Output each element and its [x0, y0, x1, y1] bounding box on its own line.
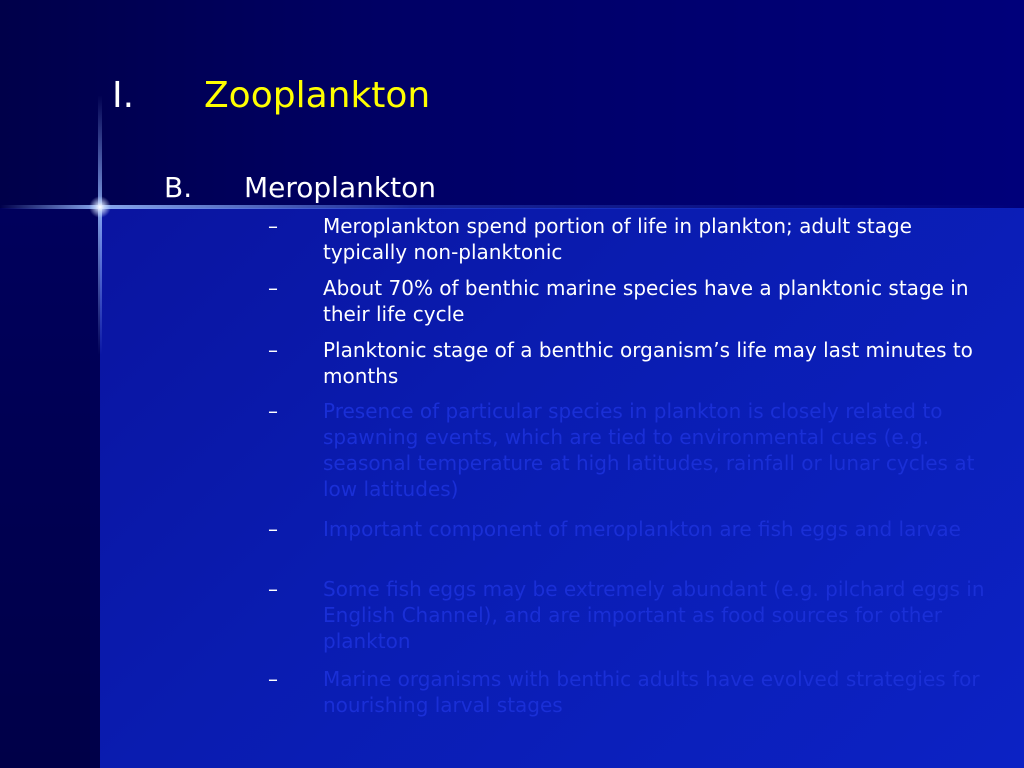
bullet-text: Planktonic stage of a benthic organism’s life may last minutes to months	[323, 338, 973, 388]
bullet-dash: –	[268, 667, 278, 691]
bullet-dash: –	[268, 517, 278, 541]
title-text: Zooplankton	[204, 75, 431, 116]
subheading-text: Meroplankton	[244, 171, 436, 204]
bullet-text-faded: Important component of meroplankton are fish eggs and larvae	[323, 517, 961, 541]
decorative-vertical-line	[98, 95, 102, 355]
bullet-dash: –	[268, 276, 278, 300]
bullet-dash: –	[268, 338, 278, 362]
bullet-text: About 70% of benthic marine species have a planktonic stage in their life cycle	[323, 276, 969, 326]
bullet-dash: –	[268, 214, 278, 238]
bullet-text-faded: Marine organisms with benthic adults have evolved strategies for nourishing larval stages	[323, 667, 980, 717]
bullet-dash: –	[268, 399, 278, 423]
background-left-strip	[0, 208, 100, 768]
decorative-horizontal-line	[0, 205, 1024, 209]
background-top-band	[0, 0, 1024, 208]
bullet-dash: –	[268, 577, 278, 601]
title-number: I.	[112, 75, 135, 116]
sparkle-icon	[89, 196, 111, 218]
subheading-number: B.	[164, 171, 193, 204]
bullet-text-faded: Some fish eggs may be extremely abundant (e.g. pilchard eggs in English Channel), and are important as food sources for other plankton	[323, 577, 985, 653]
bullet-text: Meroplankton spend portion of life in plankton; adult stage typically non-planktonic	[323, 214, 912, 264]
bullet-text-faded: Presence of particular species in plankton is closely related to spawning events, which are tied to environmental cues (e.g. seasonal temperature at high latitudes, rainfall or lunar cycles at low latitudes)	[323, 399, 975, 501]
